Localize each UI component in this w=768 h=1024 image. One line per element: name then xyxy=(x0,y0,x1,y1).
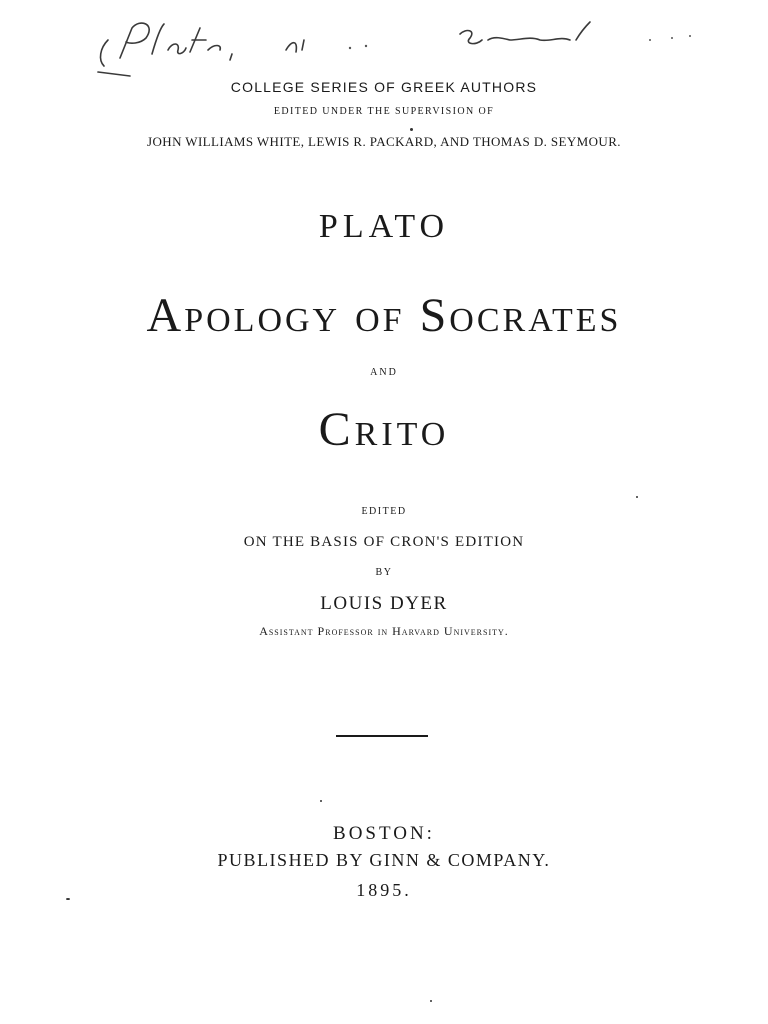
crito-rest: RITO xyxy=(354,416,450,453)
editor-position: Assistant Professor in Harvard University. xyxy=(259,624,509,638)
crito-initial: C xyxy=(318,403,355,456)
apology-of: OF xyxy=(355,302,405,339)
print-speck xyxy=(66,898,70,900)
by-label: BY xyxy=(375,567,393,578)
series-title: COLLEGE SERIES OF GREEK AUTHORS xyxy=(230,79,538,95)
apology-rest: POLOGY xyxy=(184,302,341,339)
print-speck xyxy=(430,1000,432,1002)
imprint-year: 1895. xyxy=(356,880,412,900)
print-speck xyxy=(320,800,322,802)
series-editors: JOHN WILLIAMS WHITE, LEWIS R. PACKARD, AND THOMAS D. SEYMOUR. xyxy=(147,134,621,149)
apology-initial: A xyxy=(146,289,185,342)
edited-label: EDITED xyxy=(361,506,407,517)
socrates-rest: OCRATES xyxy=(449,302,622,339)
divider-rule xyxy=(336,735,428,737)
work-title-crito xyxy=(0,402,768,457)
handwritten-note xyxy=(90,10,730,80)
editor-name: LOUIS DYER xyxy=(320,593,448,614)
imprint-publisher: PUBLISHED BY GINN & COMPANY. xyxy=(217,850,551,870)
work-title-apology xyxy=(0,288,768,343)
imprint-city: BOSTON: xyxy=(333,823,435,844)
author-name: PLATO xyxy=(318,208,450,245)
conjunction: AND xyxy=(370,367,398,378)
socrates-initial: S xyxy=(419,289,450,342)
supervision-line: EDITED UNDER THE SUPERVISION OF xyxy=(273,106,495,117)
print-speck xyxy=(636,496,638,498)
print-speck xyxy=(410,128,413,131)
edition-basis: ON THE BASIS OF CRON'S EDITION xyxy=(243,534,525,550)
